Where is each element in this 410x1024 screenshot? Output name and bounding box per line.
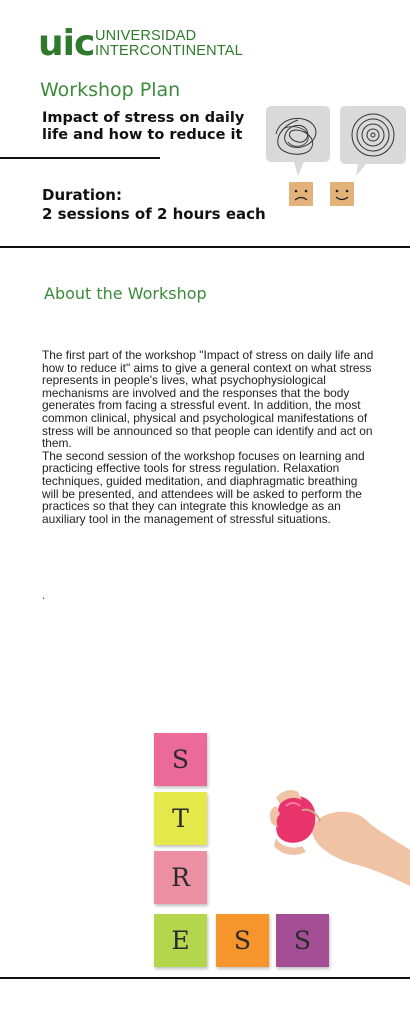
sticky-note-t: T	[154, 792, 207, 845]
sticky-note-s-orange: S	[216, 914, 269, 967]
title-divider	[0, 157, 160, 159]
workshop-plan-label: Workshop Plan	[40, 79, 181, 101]
logo-wordmark	[95, 29, 243, 59]
duration-label: Duration:	[42, 186, 122, 204]
university-logo	[38, 23, 258, 64]
trailing-dot: .	[42, 588, 46, 602]
sticky-note-r: R	[154, 851, 207, 904]
sticky-note-s: S	[154, 733, 207, 786]
about-paragraph-2: The second session of the workshop focuses on learning and practicing effective tools for stress regulation. Relaxation techniques, guided meditation, and diaphragmatic breathing will be presented, and attendees will be asked to perform the practices so that they can integrate this knowledge as an auxiliary tool in the management of stressful situations.	[42, 448, 365, 526]
about-heading: About the Workshop	[44, 284, 207, 303]
workshop-title: Impact of stress on daily life and how to reduce it	[42, 110, 245, 143]
about-paragraph-1: The first part of the workshop "Impact of stress on daily life and how to reduce it" aims to give a general context on what stress represents in people's lives, what psychophysiological mechanisms are involved and the responses that the body generates from facing a stressful event. In addition, the most common clinical, physical and psychological manifestations of stress will be announced so that people can identify and act on them.	[42, 348, 374, 451]
logo-line-1: UNIVERSIDAD	[95, 28, 197, 44]
duration-value: 2 sessions of 2 hours each	[42, 205, 266, 223]
section-divider-bottom	[0, 977, 410, 979]
sticky-note-s-purple: S	[276, 914, 329, 967]
stress-thought-bubbles-icon	[258, 104, 408, 216]
logo-line-2: INTERCONTINENTAL	[95, 43, 243, 59]
logo-mark: uic	[38, 23, 95, 64]
hand-squeezing-stress-ball-icon	[258, 780, 410, 890]
sticky-note-e: E	[154, 914, 207, 967]
about-body	[42, 349, 376, 525]
section-divider-top	[0, 246, 410, 248]
